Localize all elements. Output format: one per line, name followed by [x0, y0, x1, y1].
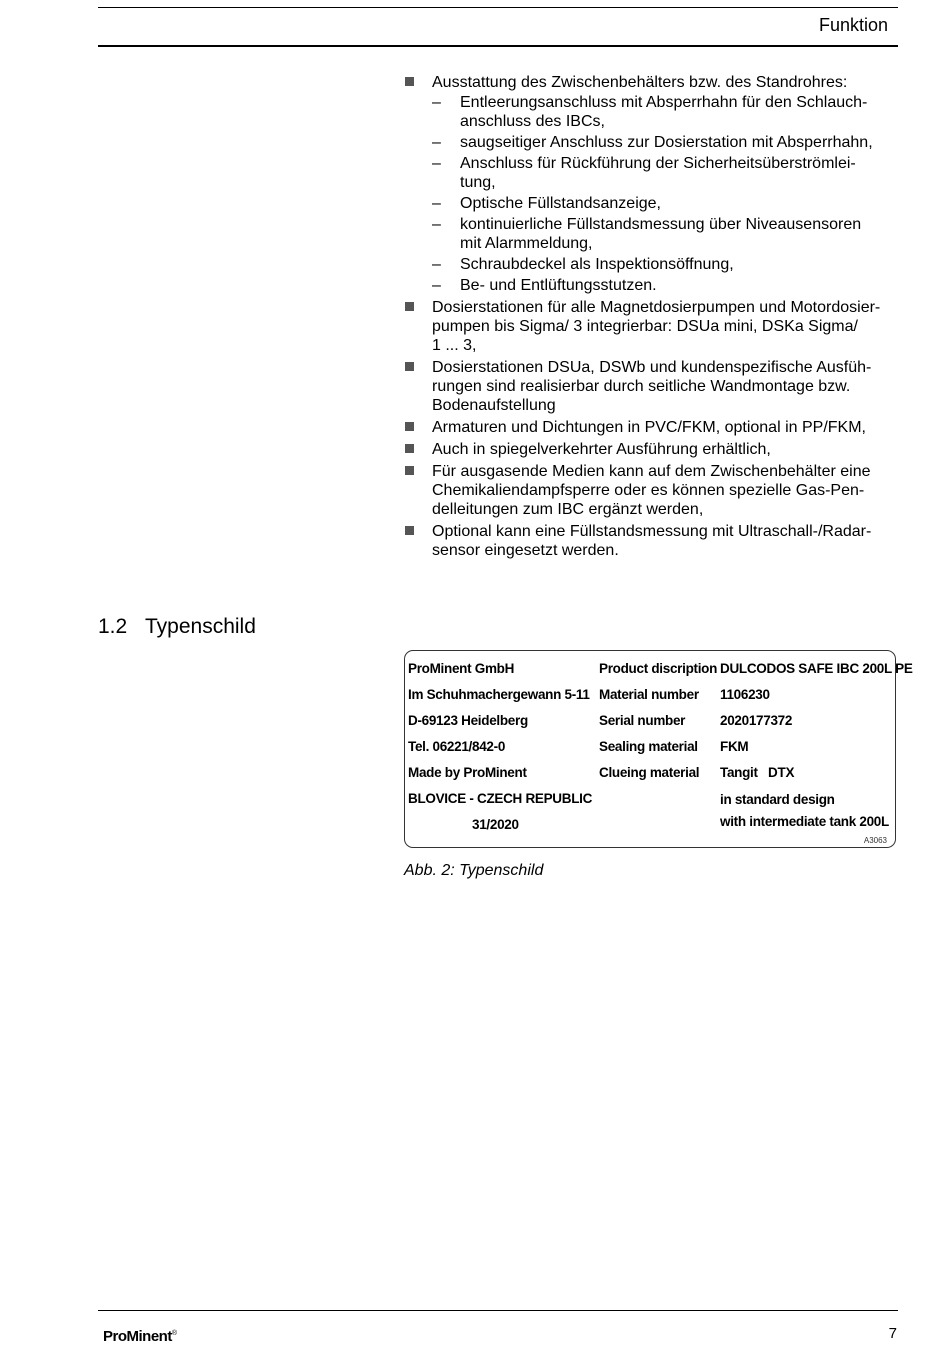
nameplate-reference: A3063	[863, 836, 887, 845]
dash-bullet-icon: –	[432, 134, 441, 151]
list-item-text: Dosierstationen für alle Magnetdosierpumpen und Motordosier- pumpen bis Sigma/ 3 integrierbar: DSUa mini, DSKa Sigma/ 1 ... 3,	[432, 299, 881, 354]
list-item	[404, 298, 898, 355]
nameplate-origin: BLOVICE - CZECH REPUBLIC	[408, 791, 593, 806]
sub-item-text: Optische Füllstandsanzeige,	[460, 195, 661, 212]
dash-bullet-icon: –	[432, 216, 441, 233]
nameplate-made-by: Made by ProMinent	[408, 765, 527, 780]
list-item	[404, 440, 898, 459]
dash-bullet-icon: –	[432, 277, 441, 294]
logo-text: ProMinent	[103, 1328, 172, 1345]
nameplate-label-clueing: Clueing material	[599, 765, 700, 780]
section-heading-title: Typenschild	[145, 615, 256, 638]
square-bullet-icon	[405, 362, 414, 371]
page-number: 7	[888, 1325, 897, 1342]
footer-rule	[98, 1310, 898, 1311]
sub-list-item	[432, 133, 898, 152]
sub-list-item	[432, 154, 898, 192]
list-item	[404, 358, 898, 415]
sub-item-text: Schraubdeckel als Inspektionsöffnung,	[460, 256, 734, 273]
nameplate-value-material-number: 1106230	[720, 687, 770, 702]
nameplate-note-2: with intermediate tank 200L	[720, 814, 889, 829]
list-item-text: Ausstattung des Zwischenbehälters bzw. des Standrohres:	[432, 74, 848, 91]
list-item	[404, 522, 898, 560]
nameplate-label-product: Product discription	[599, 661, 718, 676]
sub-list-item	[432, 215, 898, 253]
nameplate-label-sealing: Sealing material	[599, 739, 698, 754]
nameplate-company: ProMinent GmbH	[408, 661, 515, 676]
sub-item-text: kontinuierliche Füllstandsmessung über Niveausensoren mit Alarmmeldung,	[460, 216, 862, 252]
nameplate-date: 31/2020	[472, 817, 519, 832]
nameplate-value-serial-number: 2020177372	[720, 713, 793, 728]
list-item-text: Dosierstationen DSUa, DSWb und kundenspezifische Ausfüh- rungen sind realisierbar durch seitliche Wandmontage bzw. Bodenaufstellung	[432, 359, 872, 414]
feature-list	[404, 73, 898, 563]
nameplate-label-material-number: Material number	[599, 687, 699, 702]
dash-bullet-icon: –	[432, 94, 441, 111]
nameplate-phone: Tel. 06221/842-0	[408, 739, 506, 754]
nameplate-value-clueing: Tangit DTX	[720, 765, 795, 780]
header-rule-top	[98, 7, 898, 8]
sub-item-text: saugseitiger Anschluss zur Dosierstation mit Absperrhahn,	[460, 134, 873, 151]
sub-list-item	[432, 255, 898, 274]
square-bullet-icon	[405, 466, 414, 475]
nameplate-note-1: in standard design	[720, 792, 835, 807]
list-item-text: Für ausgasende Medien kann auf dem Zwischenbehälter eine Chemikaliendampfsperre oder es können spezielle Gas-Pen- delleitungen zum IBC ergänzt werden,	[432, 463, 871, 518]
square-bullet-icon	[405, 302, 414, 311]
square-bullet-icon	[405, 422, 414, 431]
list-item	[404, 73, 898, 295]
sub-list-item	[432, 93, 898, 131]
dash-bullet-icon: –	[432, 155, 441, 172]
square-bullet-icon	[405, 526, 414, 535]
list-item-text: Armaturen und Dichtungen in PVC/FKM, optional in PP/FKM,	[432, 419, 866, 436]
nameplate	[404, 650, 913, 848]
registered-mark: ®	[171, 1330, 177, 1337]
list-item-text: Auch in spiegelverkehrter Ausführung erhältlich,	[432, 441, 771, 458]
nameplate-city: D-69123 Heidelberg	[408, 713, 528, 728]
list-item	[404, 462, 898, 519]
sub-item-text: Entleerungsanschluss mit Absperrhahn für den Schlauch- anschluss des IBCs,	[460, 94, 868, 130]
nameplate-street: Im Schuhmachergewann 5-11	[408, 687, 590, 702]
square-bullet-icon	[405, 444, 414, 453]
list-item	[404, 418, 898, 437]
sub-list-item	[432, 276, 898, 295]
nameplate-label-serial-number: Serial number	[599, 713, 686, 728]
sub-list	[432, 93, 898, 295]
dash-bullet-icon: –	[432, 256, 441, 273]
square-bullet-icon	[405, 77, 414, 86]
prominent-logo	[103, 1328, 177, 1345]
sub-list-item	[432, 194, 898, 213]
dash-bullet-icon: –	[432, 195, 441, 212]
nameplate-value-product: DULCODOS SAFE IBC 200L PE	[720, 661, 913, 676]
sub-item-text: Anschluss für Rückführung der Sicherheitsüberströmlei- tung,	[460, 155, 856, 191]
section-number: 1.2	[98, 615, 128, 638]
nameplate-value-sealing: FKM	[720, 739, 749, 754]
section-heading	[98, 615, 256, 639]
section-title: Funktion	[818, 15, 888, 35]
list-item-text: Optional kann eine Füllstandsmessung mit Ultraschall-/Radar- sensor eingesetzt werden.	[432, 523, 872, 559]
figure-caption: Abb. 2: Typenschild	[404, 862, 544, 879]
sub-item-text: Be- und Entlüftungsstutzen.	[460, 277, 657, 294]
header-rule-bottom	[98, 45, 898, 47]
